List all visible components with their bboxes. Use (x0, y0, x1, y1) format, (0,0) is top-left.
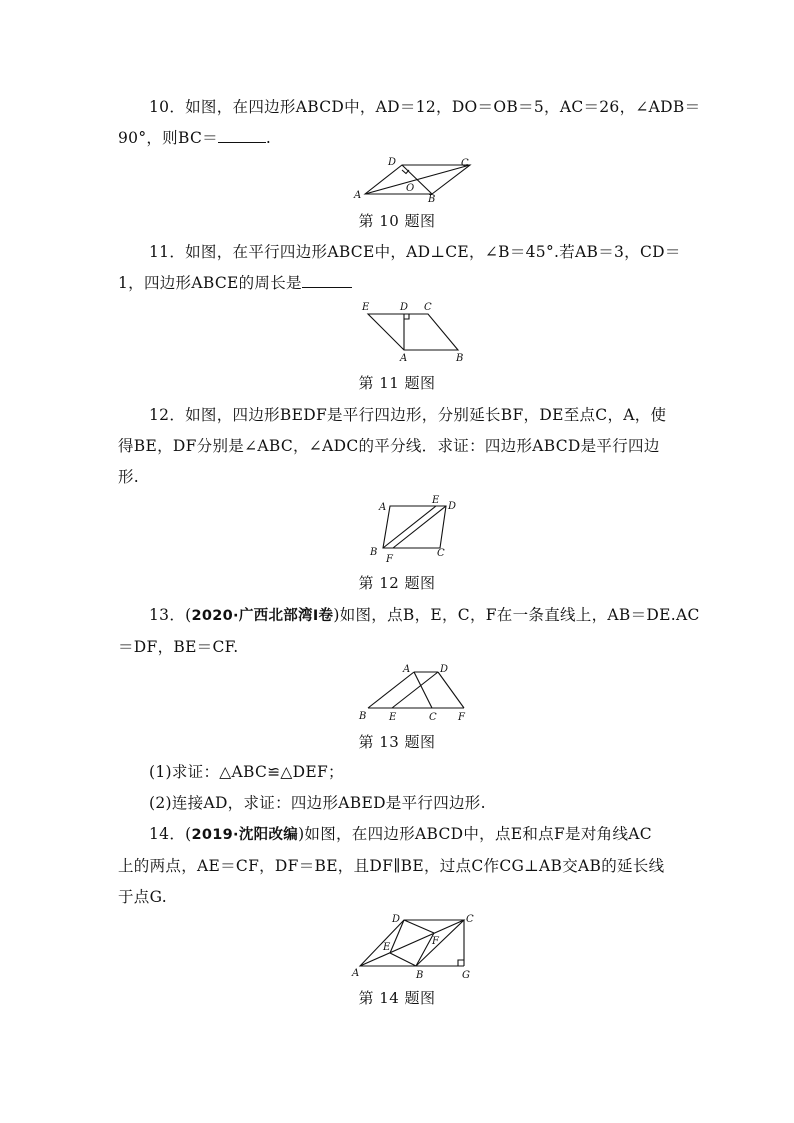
q13-source: 2020·广西北部湾Ⅰ卷 (191, 608, 334, 624)
figure-12 (366, 492, 462, 564)
q14-line-1-rest: )如图，在四边形ABCD中，点E和点F是对角线AC (298, 825, 652, 843)
question-12 (118, 400, 678, 493)
question-13-parts (118, 757, 678, 819)
fig14-label-f: F (432, 936, 439, 947)
q11-line-1: 11．如图，在平行四边形ABCE中，AD⊥CE，∠B＝45°.若AB＝3，CD＝ (149, 243, 681, 261)
fig11-right-angle-mark (404, 314, 409, 319)
q13-line-1-rest: )如图，点B，E，C，F在一条直线上，AB＝DE.AC (333, 606, 700, 624)
fig12-label-c: C (437, 548, 445, 559)
q10-answer-blank (218, 141, 266, 143)
figure-10 (350, 154, 480, 206)
fig13-label-b: B (359, 711, 367, 722)
fig12-parallelogram-abcd (383, 506, 446, 548)
fig13-segment-ac (414, 672, 432, 708)
fig13-segment-ab (368, 672, 414, 708)
q13-line-2: ＝DF，BE＝CF. (118, 638, 239, 656)
fig12-label-e: E (432, 495, 440, 506)
q12-line-3: 形. (118, 468, 140, 486)
q11-caption: 第 11 题图 (358, 374, 436, 392)
q14-caption: 第 14 题图 (358, 989, 436, 1007)
fig11-label-b: B (456, 353, 464, 364)
fig13-label-f: F (458, 712, 465, 723)
fig12-segment-df (393, 506, 446, 548)
q14-source: 2019·沈阳改编 (191, 827, 299, 843)
q11-line-2-text: 1，四边形ABCE的周长是 (118, 274, 302, 292)
fig10-label-b: B (428, 194, 436, 205)
q13-prefix: 13．( (149, 606, 192, 624)
fig10-label-d: D (388, 157, 397, 168)
question-14 (118, 819, 678, 913)
fig10-label-o: O (406, 183, 415, 194)
fig12-label-d: D (448, 501, 457, 512)
q11-line-2 (118, 268, 678, 299)
q10-line-2 (118, 123, 678, 154)
fig14-label-d: D (392, 914, 401, 925)
figure-11 (358, 298, 468, 364)
fig11-label-e: E (362, 302, 370, 313)
q14-line-3: 于点G. (118, 888, 167, 906)
fig13-label-d: D (440, 664, 449, 675)
q13-part-1: (1)求证：△ABC≌△DEF； (149, 763, 344, 781)
fig10-right-angle-mark (402, 170, 409, 174)
fig13-segment-df (438, 672, 464, 708)
fig11-label-c: C (424, 302, 432, 313)
q11-answer-blank (302, 286, 352, 288)
fig14-segment-df (404, 920, 434, 933)
fig12-label-b: B (370, 547, 378, 558)
fig14-label-c: C (466, 914, 474, 925)
q12-line-2: 得BE，DF分别是∠ABC，∠ADC的平分线．求证：四边形ABCD是平行四边 (118, 437, 660, 455)
figure-14 (346, 910, 482, 982)
q10-line-2-end: . (265, 129, 272, 147)
question-13 (118, 600, 700, 663)
question-11 (118, 237, 681, 299)
fig14-right-angle-mark (458, 960, 464, 966)
fig14-label-g: G (462, 970, 470, 981)
figure-13 (352, 660, 476, 724)
fig12-label-f: F (386, 554, 393, 565)
fig14-segment-eb (390, 953, 416, 966)
fig11-label-d: D (400, 302, 409, 313)
fig14-diagonal-ac (360, 920, 464, 966)
question-10 (118, 92, 701, 154)
fig11-parallelogram (368, 314, 458, 350)
fig10-label-c: C (461, 158, 469, 169)
fig12-segment-be (383, 506, 436, 548)
fig14-label-e: E (383, 942, 391, 953)
q10-line-1: 10．如图，在四边形ABCD中，AD＝12，DO＝OB＝5，AC＝26，∠ADB＝ (149, 98, 701, 116)
fig14-label-b: B (416, 970, 424, 981)
q12-line-1: 12．如图，四边形BEDF是平行四边形，分别延长BF，DE至点C，A，使 (149, 406, 667, 424)
q13-part-2: (2)连接AD，求证：四边形ABED是平行四边形. (149, 794, 486, 812)
q10-caption: 第 10 题图 (358, 212, 436, 230)
q12-caption: 第 12 题图 (358, 574, 436, 592)
fig13-label-e: E (389, 712, 397, 723)
fig13-label-a: A (403, 664, 411, 675)
q14-prefix: 14．( (149, 825, 192, 843)
fig11-label-a: A (400, 353, 408, 364)
fig13-label-c: C (429, 712, 437, 723)
fig14-label-a: A (352, 968, 360, 979)
q10-line-2-text: 90°，则BC＝ (118, 129, 218, 147)
q13-line-1 (118, 600, 700, 632)
fig12-label-a: A (379, 502, 387, 513)
fig13-segment-de (392, 672, 438, 708)
q14-line-1 (118, 819, 678, 851)
q14-line-2: 上的两点，AE＝CF，DF＝BE，且DF∥BE，过点C作CG⊥AB交AB的延长线 (118, 857, 665, 875)
q13-caption: 第 13 题图 (358, 733, 436, 751)
fig10-label-a: A (354, 190, 362, 201)
